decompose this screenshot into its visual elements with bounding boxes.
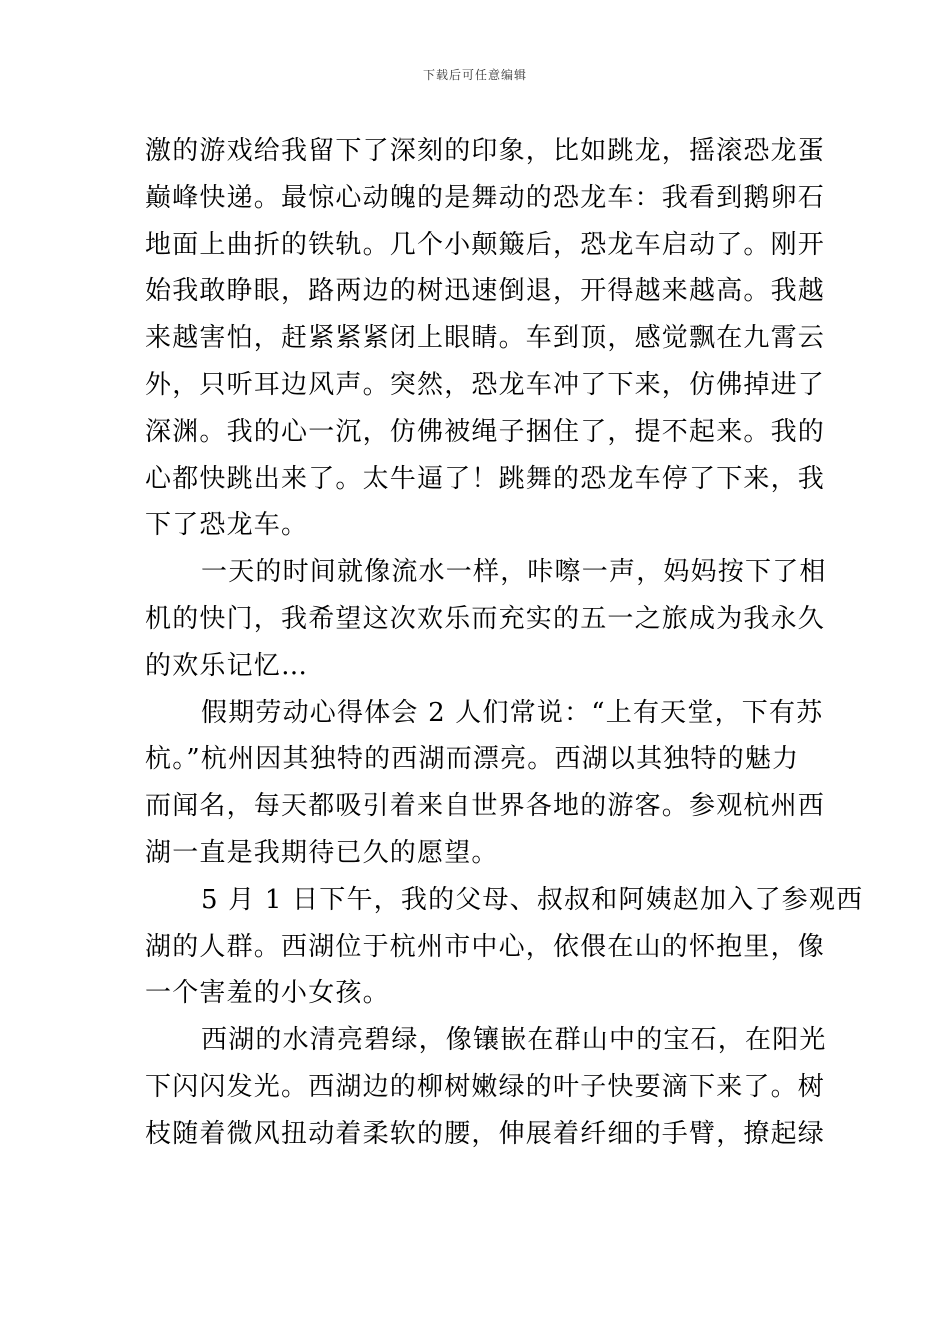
text-line: 湖的人群。西湖位于杭州市中心，依偎在山的怀抱里，像 <box>145 931 826 962</box>
text-line: 心都快跳出来了。太牛逼了！跳舞的恐龙车停了下来，我 <box>145 463 826 494</box>
text-line: 下了恐龙车。 <box>145 510 309 541</box>
text-line: 湖一直是我期待已久的愿望。 <box>145 837 499 868</box>
text-line: 巅峰快递。最惊心动魄的是舞动的恐龙车：我看到鹅卵石 <box>145 182 826 213</box>
text-line: 的欢乐记忆… <box>145 650 309 681</box>
paragraph-start-line: 假期劳动心得体会 2 人们常说：“上有天堂，下有苏 <box>201 697 824 728</box>
text-line: 机的快门，我希望这次欢乐而充实的五一之旅成为我永久 <box>145 603 826 634</box>
text-line: 而闻名，每天都吸引着来自世界各地的游客。参观杭州西 <box>145 791 826 822</box>
text-line: 杭。”杭州因其独特的西湖而漂亮。西湖以其独特的魅力 <box>145 744 800 775</box>
text-line: 深渊。我的心一沉，仿佛被绳子捆住了，提不起来。我的 <box>145 416 826 447</box>
text-line: 地面上曲折的铁轨。几个小颠簸后，恐龙车启动了。刚开 <box>145 229 826 260</box>
text-line: 下闪闪发光。西湖边的柳树嫩绿的叶子快要滴下来了。树 <box>145 1071 826 1102</box>
paragraph-start-line: 一天的时间就像流水一样，咔嚓一声，妈妈按下了相 <box>201 557 827 588</box>
text-line: 来越害怕，赶紧紧紧闭上眼睛。车到顶，感觉飘在九霄云 <box>145 323 826 354</box>
text-line: 一个害羞的小女孩。 <box>145 978 390 1009</box>
paragraph-start-line: 5 月 1 日下午，我的父母、叔叔和阿姨赵加入了参观西 <box>201 884 864 915</box>
body-text <box>145 128 864 1158</box>
paragraph-start-line: 西湖的水清亮碧绿，像镶嵌在群山中的宝石，在阳光 <box>201 1025 827 1056</box>
text-line: 枝随着微风扭动着柔软的腰，伸展着纤细的手臂，撩起绿 <box>145 1118 826 1149</box>
text-line: 激的游戏给我留下了深刻的印象，比如跳龙，摇滚恐龙蛋 <box>145 136 826 166</box>
page-header: 下载后可任意编辑 <box>422 68 527 82</box>
text-line: 始我敢睁眼，路两边的树迅速倒退，开得越来越高。我越 <box>145 276 826 307</box>
text-line: 外，只听耳边风声。突然，恐龙车冲了下来，仿佛掉进了 <box>145 369 826 400</box>
